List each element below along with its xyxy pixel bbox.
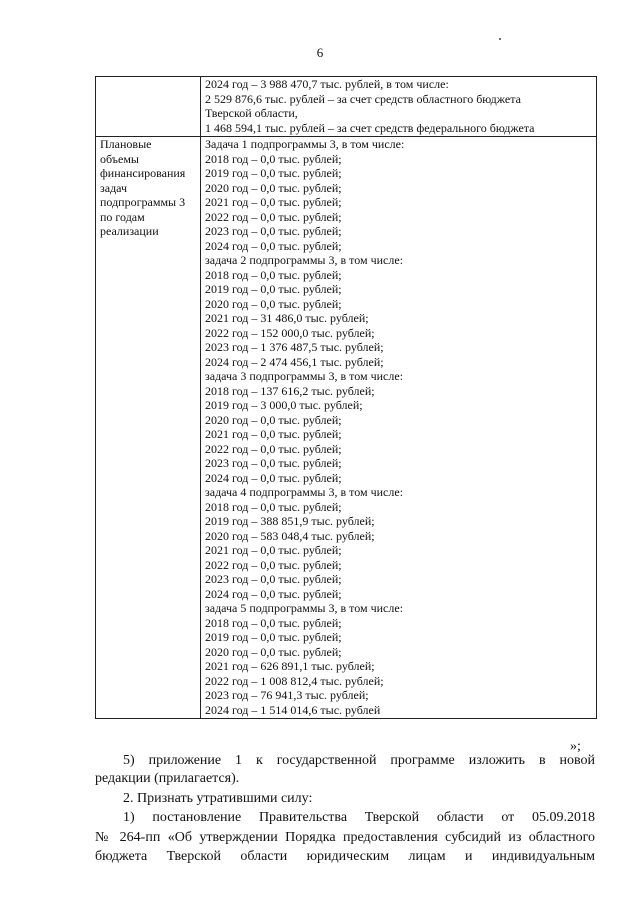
- table-line: 2024 год – 0,0 тыс. рублей;: [205, 470, 342, 485]
- row2-value-cell: [201, 137, 597, 719]
- table-line: 2018 год – 0,0 тыс. рублей;: [205, 499, 342, 514]
- item5-line2: редакции (прилагается).: [95, 771, 240, 786]
- item2-heading: 2. Признать утратившими силу:: [123, 791, 313, 806]
- table-line: задача 4 подпрограммы 3, в том числе:: [205, 485, 404, 499]
- item1-line1: 1) постановление Правительства Тверской области от 05.09.2018: [123, 810, 595, 825]
- table-line: 2018 год – 0,0 тыс. рублей;: [205, 615, 342, 630]
- table-line: 2023 год – 1 376 487,5 тыс. рублей;: [205, 340, 384, 354]
- table-line: 2021 год – 31 486,0 тыс. рублей;: [205, 311, 369, 325]
- table-line: задача 2 подпрограммы 3, в том числе:: [205, 253, 404, 267]
- table-line: 2020 год – 0,0 тыс. рублей;: [205, 412, 342, 427]
- label-line: реализации: [100, 224, 159, 238]
- table-row: [96, 77, 597, 137]
- row1-value-cell: [201, 77, 597, 137]
- table-line: 2023 год – 76 941,3 тыс. рублей;: [205, 688, 369, 702]
- item1-line2: № 264-пп «Об утверждении Порядка предоставления субсидий из областного: [95, 830, 595, 845]
- label-line: задач: [100, 180, 128, 195]
- table-line: 2019 год – 3 000,0 тыс. рублей;: [205, 398, 363, 412]
- table-line: 1 468 594,1 тыс. рублей – за счет средств федерального бюджета: [205, 120, 535, 135]
- table-line: 2020 год – 0,0 тыс. рублей;: [205, 644, 342, 659]
- table-line: 2019 год – 0,0 тыс. рублей;: [205, 166, 342, 180]
- label-line: подпрограммы 3: [100, 195, 186, 209]
- table-line: 2021 год – 0,0 тыс. рублей;: [205, 427, 342, 441]
- table-line: 2023 год – 0,0 тыс. рублей;: [205, 572, 342, 586]
- table-line: задача 3 подпрограммы 3, в том числе:: [205, 369, 404, 383]
- table-line: 2024 год – 2 474 456,1 тыс. рублей;: [205, 354, 384, 369]
- table-line: задача 5 подпрограммы 3, в том числе:: [205, 601, 404, 615]
- table-line: 2022 год – 152 000,0 тыс. рублей;: [205, 325, 375, 340]
- table-row: [96, 137, 597, 719]
- subprogram-passport-table: [95, 76, 597, 719]
- closing-quote: »;: [570, 739, 581, 754]
- item1-line3: бюджета Тверской области юридическим лицам и индивидуальным: [95, 849, 595, 864]
- table-line: 2021 год – 626 891,1 тыс. рублей;: [205, 659, 375, 673]
- table-line: 2023 год – 0,0 тыс. рублей;: [205, 456, 342, 470]
- table-line: 2 529 876,6 тыс. рублей – за счет средств областного бюджета: [205, 91, 521, 106]
- label-line: финансирования: [100, 166, 186, 180]
- table-line: 2024 год – 3 988 470,7 тыс. рублей, в том числе:: [205, 77, 449, 91]
- table-line: 2021 год – 0,0 тыс. рублей;: [205, 543, 342, 557]
- table-line: 2024 год – 0,0 тыс. рублей;: [205, 586, 342, 601]
- table-line: 2018 год – 0,0 тыс. рублей;: [205, 151, 342, 166]
- table-line: 2019 год – 388 851,9 тыс. рублей;: [205, 514, 375, 528]
- table-line: 2022 год – 0,0 тыс. рублей;: [205, 209, 342, 224]
- scan-speck: [499, 38, 501, 40]
- table-line: 2022 год – 0,0 тыс. рублей;: [205, 441, 342, 456]
- row2-label-cell: [96, 137, 201, 719]
- table-line: Тверской области,: [205, 106, 298, 120]
- label-line: по годам: [100, 209, 145, 224]
- table-line: 2021 год – 0,0 тыс. рублей;: [205, 195, 342, 209]
- table-line: 2020 год – 0,0 тыс. рублей;: [205, 180, 342, 195]
- page-number: 6: [316, 45, 324, 60]
- table-line: 2024 год – 0,0 тыс. рублей;: [205, 238, 342, 253]
- table-line: 2022 год – 1 008 812,4 тыс. рублей;: [205, 673, 384, 688]
- table-line: 2024 год – 1 514 014,6 тыс. рублей: [205, 702, 381, 717]
- table-line: Задача 1 подпрограммы 3, в том числе:: [205, 137, 405, 151]
- table-line: 2022 год – 0,0 тыс. рублей;: [205, 557, 342, 572]
- table-line: 2020 год – 0,0 тыс. рублей;: [205, 296, 342, 311]
- table-line: 2018 год – 137 616,2 тыс. рублей;: [205, 383, 375, 398]
- table-line: 2023 год – 0,0 тыс. рублей;: [205, 224, 342, 238]
- table-line: 2019 год – 0,0 тыс. рублей;: [205, 630, 342, 644]
- row1-label-cell: [96, 77, 201, 137]
- table-line: 2018 год – 0,0 тыс. рублей;: [205, 267, 342, 282]
- table-line: 2019 год – 0,0 тыс. рублей;: [205, 282, 342, 296]
- item5-line1: 5) приложение 1 к государственной программе изложить в новой: [123, 753, 595, 768]
- label-line: объемы: [100, 151, 139, 166]
- table-line: 2020 год – 583 048,4 тыс. рублей;: [205, 528, 375, 543]
- label-line: Плановые: [100, 137, 152, 151]
